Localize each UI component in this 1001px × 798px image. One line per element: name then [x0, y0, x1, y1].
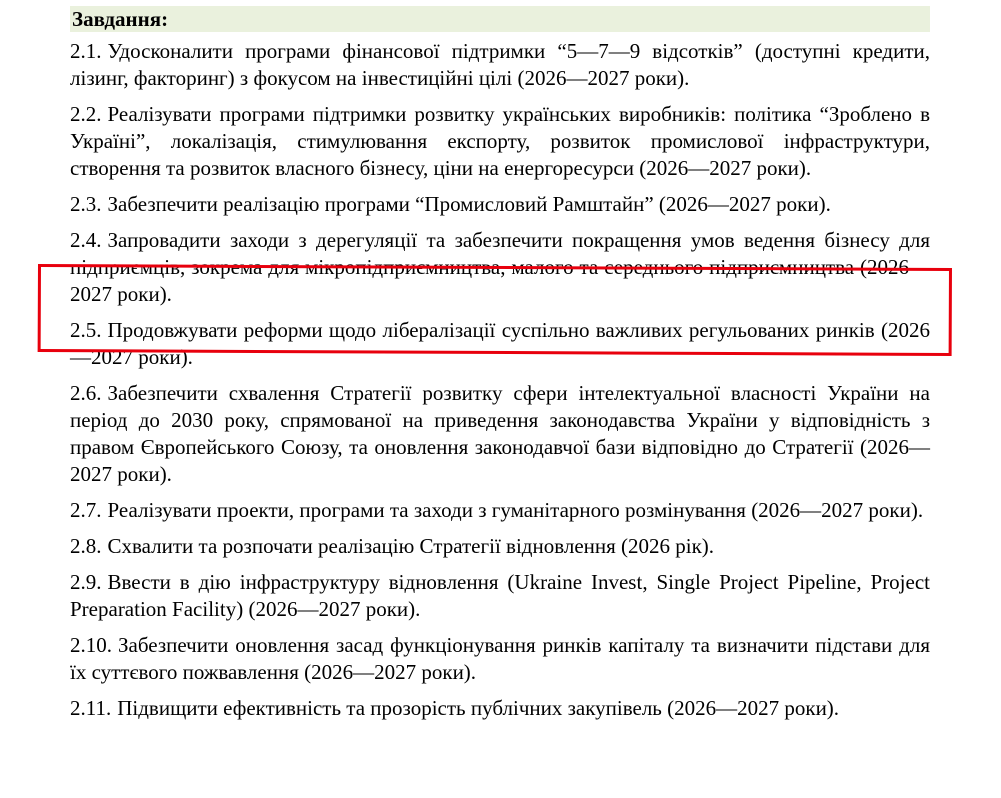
task-item: [70, 191, 930, 218]
task-number: 2.6.: [70, 381, 102, 405]
task-item: [70, 101, 930, 182]
task-text: Ввести в дію інфраструктуру відновлення (Ukraine Invest, Single Project Pipeline, Project Preparation Facility) (2026—2027 роки).: [70, 570, 930, 621]
document-page: [70, 6, 930, 731]
task-item: [70, 38, 930, 92]
task-item: [70, 632, 930, 686]
task-number: 2.4.: [70, 228, 102, 252]
task-text: Реалізувати програми підтримки розвитку українських виробників: політика “Зроблено в Україні”, локалізація, стимулювання експорту, розвиток промислової інфраструктури, створення та розвиток власного бізнесу, ціни на енергоресурси (2026—2027 роки).: [70, 102, 930, 180]
task-text: Продовжувати реформи щодо лібералізації суспільно важливих регульованих ринків (2026—2027 роки).: [70, 318, 930, 369]
task-text: Запровадити заходи з дерегуляції та забезпечити покращення умов ведення бізнесу для підприємців, зокрема для мікропідприємництва, малого та середнього підприємництва (2026—2027 роки).: [70, 228, 930, 306]
task-number: 2.3.: [70, 192, 102, 216]
task-text: Удосконалити програми фінансової підтримки “5—7—9 відсотків” (доступні кредити, лізинг, факторинг) з фокусом на інвестиційні цілі (2026—2027 роки).: [70, 39, 930, 90]
task-text: Підвищити ефективність та прозорість публічних закупівель (2026—2027 роки).: [117, 696, 840, 720]
task-number: 2.2.: [70, 102, 102, 126]
task-item: [70, 533, 930, 560]
task-item-highlighted: [70, 227, 930, 308]
task-number: 2.1.: [70, 39, 102, 63]
task-number: 2.8.: [70, 534, 102, 558]
task-item: [70, 569, 930, 623]
task-number: 2.11.: [70, 696, 112, 720]
task-text: Схвалити та розпочати реалізацію Стратегії відновлення (2026 рік).: [107, 534, 715, 558]
task-item: [70, 317, 930, 371]
task-item: [70, 497, 930, 524]
task-number: 2.5.: [70, 318, 102, 342]
task-number: 2.7.: [70, 498, 102, 522]
task-item: [70, 380, 930, 488]
section-heading: Завдання:: [70, 6, 930, 32]
task-text: Забезпечити оновлення засад функціонування ринків капіталу та визначити підстави для їх суттєвого пожвавлення (2026—2027 роки).: [70, 633, 930, 684]
task-number: 2.10.: [70, 633, 112, 657]
task-text: Забезпечити реалізацію програми “Промисловий Рамштайн” (2026—2027 роки).: [107, 192, 831, 216]
task-item: [70, 695, 930, 722]
task-text: Реалізувати проекти, програми та заходи з гуманітарного розмінування (2026—2027 роки).: [107, 498, 924, 522]
task-number: 2.9.: [70, 570, 102, 594]
task-text: Забезпечити схвалення Стратегії розвитку сфери інтелектуальної власності України на період до 2030 року, спрямованої на приведення законодавства України у відповідність з правом Європейського Союзу, та оновлення законодавчої бази відповідно до Стратегії (2026—2027 роки).: [70, 381, 930, 486]
